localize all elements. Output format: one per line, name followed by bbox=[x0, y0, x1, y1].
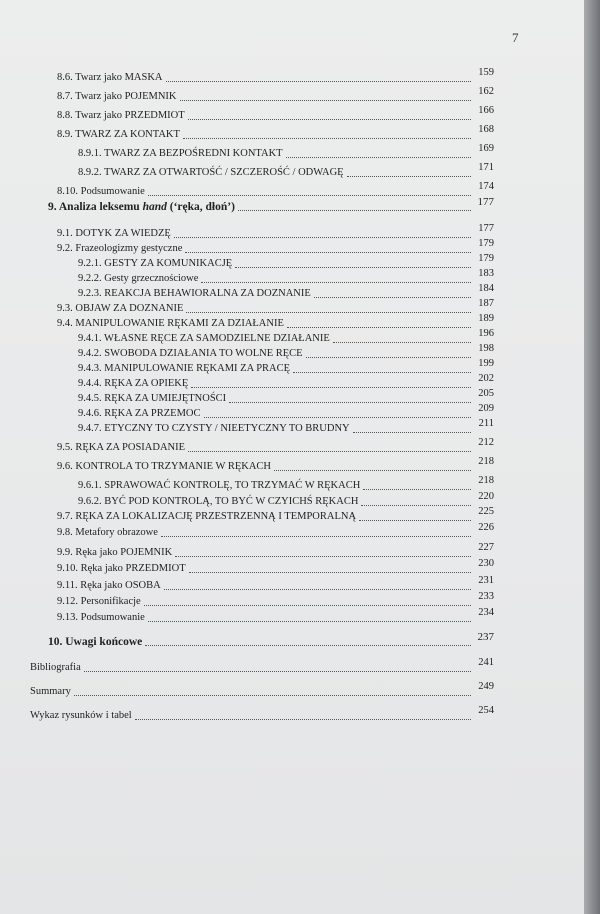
toc-entry-9-4-1: 9.4.1. WŁASNE RĘCE ZA SAMODZIELNE DZIAŁANIE 196 bbox=[78, 328, 494, 344]
toc-entry-8-9-2: 8.9.2. TWARZ ZA OTWARTOŚĆ / SZCZEROŚĆ / ODWAGĘ 171 bbox=[78, 162, 494, 178]
toc-entry-8-10: 8.10. Podsumowanie 174 bbox=[57, 181, 494, 197]
toc-entry-9-4-2: 9.4.2. SWOBODA DZIAŁANIA TO WOLNE RĘCE 198 bbox=[78, 343, 494, 359]
toc-entry-9-6: 9.6. KONTROLA TO TRZYMANIE W RĘKACH 218 bbox=[57, 456, 494, 472]
toc-chapter-10-row: 10. Uwagi końcowe 237 bbox=[48, 631, 494, 648]
toc-entry-9-12: 9.12. Personifikacje 233 bbox=[57, 591, 494, 607]
toc-summary: Summary 249 bbox=[30, 681, 494, 697]
toc-chapter-9: 9. Analiza leksemu hand (‘ręka, dłoń’) 177 bbox=[48, 196, 494, 213]
toc-entry-9-3: 9.3. OBJAW ZA DOZNANIE 187 bbox=[57, 298, 494, 314]
toc-entry-9-4: 9.4. MANIPULOWANIE RĘKAMI ZA DZIAŁANIE 189 bbox=[57, 313, 494, 329]
toc-entry-9-6-2: 9.6.2. BYĆ POD KONTROLĄ, TO BYĆ W CZYICHŚ RĘKACH 220 bbox=[78, 491, 494, 507]
toc-entry-9-10: 9.10. Ręka jako PRZEDMIOT 230 bbox=[57, 558, 494, 574]
toc-wykaz: Wykaz rysunków i tabel 254 bbox=[30, 705, 494, 721]
page-number: 7 bbox=[512, 30, 519, 45]
toc-entry-9-4-4: 9.4.4. RĘKA ZA OPIEKĘ 202 bbox=[78, 373, 494, 389]
toc-entry-8-9-1: 8.9.1. TWARZ ZA BEZPOŚREDNI KONTAKT 169 bbox=[78, 143, 494, 159]
toc-entry-9-4-5: 9.4.5. RĘKA ZA UMIEJĘTNOŚCI 205 bbox=[78, 388, 494, 404]
toc-bibliografia: Bibliografia 241 bbox=[30, 657, 494, 673]
toc-entry-9-2-3: 9.2.3. REAKCJA BEHAWIORALNA ZA DOZNANIE 184 bbox=[78, 283, 494, 299]
toc-entry-9-2-2: 9.2.2. Gesty grzecznościowe 183 bbox=[78, 268, 494, 284]
toc-entry-9-1: 9.1. DOTYK ZA WIEDZĘ 177 bbox=[57, 223, 494, 239]
toc-entry-8-6: 8.6. Twarz jako MASKA 159 bbox=[57, 67, 494, 83]
toc-entry-9-2: 9.2. Frazeologizmy gestyczne 179 bbox=[57, 238, 494, 254]
toc-entry-8-8: 8.8. Twarz jako PRZEDMIOT 166 bbox=[57, 105, 494, 121]
toc-entry-9-6-1: 9.6.1. SPRAWOWAĆ KONTROLĘ, TO TRZYMAĆ W RĘKACH 218 bbox=[78, 475, 494, 491]
toc-entry-8-7: 8.7. Twarz jako POJEMNIK 162 bbox=[57, 86, 494, 102]
toc-entry-9-9: 9.9. Ręka jako POJEMNIK 227 bbox=[57, 542, 494, 558]
page-edge-shadow bbox=[584, 0, 600, 914]
toc-entry-9-11: 9.11. Ręka jako OSOBA 231 bbox=[57, 575, 494, 591]
toc-entry-9-4-6: 9.4.6. RĘKA ZA PRZEMOC 209 bbox=[78, 403, 494, 419]
toc-entry-8-9: 8.9. TWARZ ZA KONTAKT 168 bbox=[57, 124, 494, 140]
toc-entry-9-7: 9.7. RĘKA ZA LOKALIZACJĘ PRZESTRZENNĄ I TEMPORALNĄ 225 bbox=[57, 506, 494, 522]
toc-entry-9-4-7: 9.4.7. ETYCZNY TO CZYSTY / NIEETYCZNY TO BRUDNY 211 bbox=[78, 418, 494, 434]
toc-entry-9-5: 9.5. RĘKA ZA POSIADANIE 212 bbox=[57, 437, 494, 453]
toc-entry-9-8: 9.8. Metafory obrazowe 226 bbox=[57, 522, 494, 538]
toc-entry-9-4-3: 9.4.3. MANIPULOWANIE RĘKAMI ZA PRACĘ 199 bbox=[78, 358, 494, 374]
toc-entry-9-13: 9.13. Podsumowanie 234 bbox=[57, 607, 494, 623]
toc-entry-9-2-1: 9.2.1. GESTY ZA KOMUNIKACJĘ 179 bbox=[78, 253, 494, 269]
